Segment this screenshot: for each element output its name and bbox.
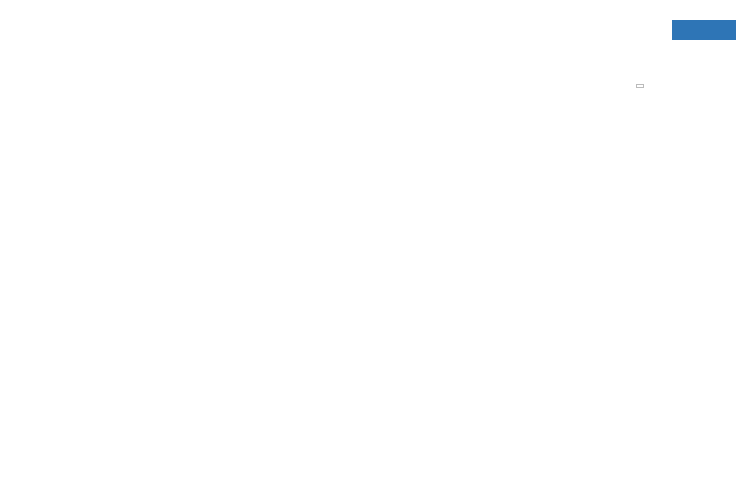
bar-chart [0,0,750,210]
diff-legend [14,162,84,164]
chart-legend [636,84,644,88]
